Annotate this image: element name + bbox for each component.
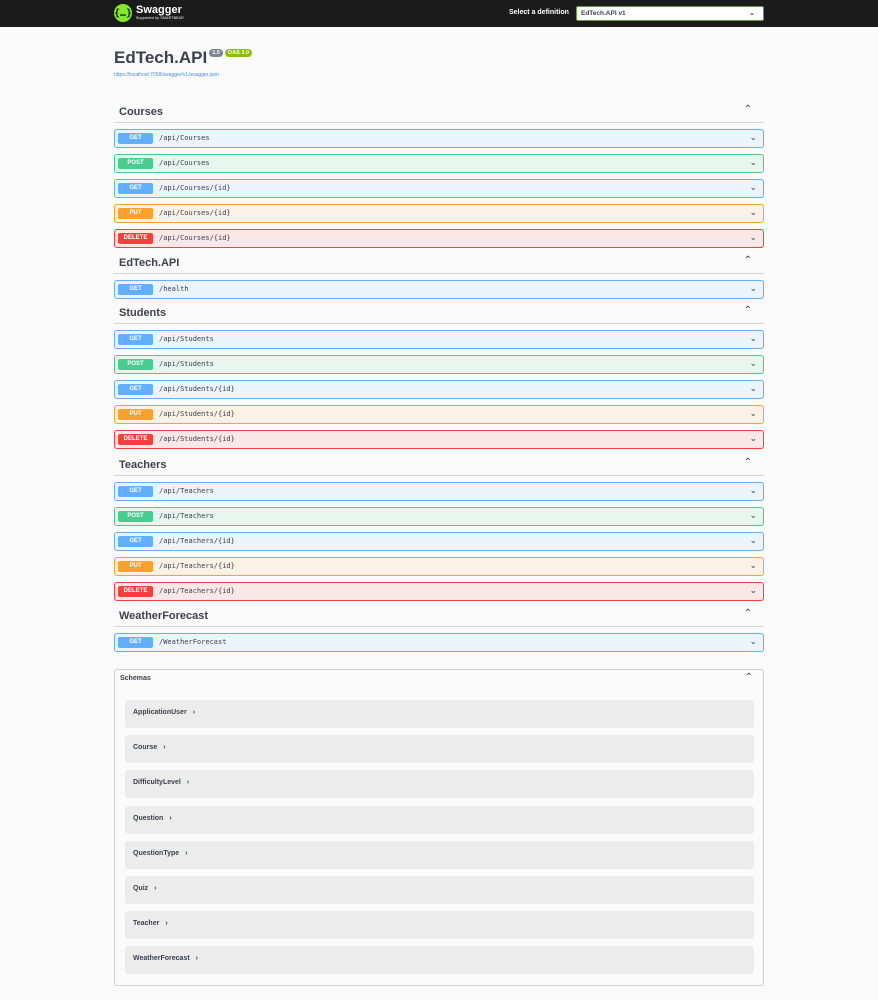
tag-header[interactable] [114, 454, 764, 476]
chevron-down-icon: ⌄ [749, 560, 757, 570]
select-definition-label: Select a definition [509, 9, 569, 16]
tag-title: Students [119, 307, 167, 319]
chevron-down-icon: ⌄ [749, 283, 757, 293]
operation-delete[interactable] [114, 582, 764, 601]
chevron-down-icon: ⌄ [749, 383, 757, 393]
operation-delete[interactable] [114, 229, 764, 248]
method-badge: GET [118, 536, 153, 547]
chevron-right-icon: › [163, 744, 166, 752]
chevron-down-icon: ⌄ [749, 636, 757, 646]
swagger-logo-icon: {…} [114, 4, 132, 22]
chevron-up-icon: ⌃ [743, 608, 752, 619]
operation-get[interactable] [114, 179, 764, 198]
topbar [0, 0, 878, 27]
schema-model-name: DifficultyLevel › [133, 779, 190, 787]
chevron-down-icon: ⌄ [749, 433, 757, 443]
schema-model[interactable] [125, 911, 754, 939]
chevron-down-icon: ⌄ [749, 585, 757, 595]
chevron-right-icon: › [165, 920, 168, 928]
chevron-right-icon: › [154, 885, 157, 892]
operation-path: /api/Teachers [159, 512, 214, 520]
spec-link[interactable]: https://localhost:7058/swagger/v1/swagger.json [114, 72, 219, 78]
method-badge: GET [118, 384, 153, 395]
operation-path: /api/Students/{id} [159, 385, 235, 393]
operation-path: /api/Courses [159, 159, 210, 167]
operation-path: /WeatherForecast [159, 638, 227, 646]
method-badge: POST [118, 359, 153, 370]
chevron-down-icon: ⌄ [749, 132, 757, 142]
schema-model-name: WeatherForecast › [133, 955, 199, 963]
chevron-up-icon: ⌃ [743, 305, 752, 316]
operation-path: /api/Students/{id} [159, 435, 235, 443]
method-badge: PUT [118, 561, 153, 572]
chevron-right-icon: › [195, 955, 199, 963]
method-badge: GET [118, 637, 153, 648]
brand-title: Swagger [136, 4, 182, 17]
operation-path: /api/Students [159, 360, 214, 368]
chevron-down-icon: ⌄ [749, 333, 757, 343]
operation-get[interactable] [114, 330, 764, 349]
chevron-down-icon: ⌄ [749, 485, 757, 495]
operation-post[interactable] [114, 507, 764, 526]
api-info [114, 48, 252, 78]
operation-put[interactable] [114, 204, 764, 223]
method-badge: GET [118, 284, 153, 295]
schema-model-name: Question › [133, 814, 172, 822]
schema-model-name: Course › [133, 744, 166, 752]
method-badge: DELETE [118, 586, 153, 597]
operation-post[interactable] [114, 154, 764, 173]
method-badge: PUT [118, 208, 153, 219]
tag-section-teachers [114, 454, 764, 601]
method-badge: PUT [118, 409, 153, 420]
chevron-down-icon: ⌄ [749, 157, 757, 167]
chevron-down-icon: ⌄ [749, 232, 757, 242]
schema-model[interactable] [125, 946, 754, 974]
chevron-right-icon: › [192, 709, 196, 716]
operation-path: /api/Students [159, 335, 214, 343]
operation-path: /api/Courses/{id} [159, 184, 231, 192]
chevron-up-icon: ⌃ [743, 457, 752, 468]
operation-put[interactable] [114, 557, 764, 576]
version-badge: 1.0 [209, 49, 223, 57]
schema-model[interactable] [125, 806, 754, 834]
swagger-logo[interactable] [114, 4, 184, 22]
method-badge: POST [118, 158, 153, 169]
method-badge: POST [118, 511, 153, 522]
tag-title: Teachers [119, 459, 167, 471]
chevron-up-icon: ⌃ [743, 104, 752, 115]
method-badge: GET [118, 334, 153, 345]
operation-path: /api/Students/{id} [159, 410, 235, 418]
operation-path: /api/Teachers/{id} [159, 587, 235, 595]
method-badge: GET [118, 486, 153, 497]
operation-path: /api/Courses/{id} [159, 209, 231, 217]
tag-section-students [114, 302, 764, 449]
tag-title: WeatherForecast [119, 610, 209, 622]
tag-section-courses [114, 101, 764, 248]
oas-badge: OAS 3.0 [225, 49, 252, 57]
tag-title: EdTech.API [119, 257, 180, 269]
operation-get[interactable] [114, 129, 764, 148]
operation-get[interactable] [114, 532, 764, 551]
schema-model[interactable] [125, 700, 754, 728]
tag-section-edtech-api [114, 252, 764, 299]
chevron-down-icon: ⌄ [749, 510, 757, 520]
tag-header[interactable] [114, 252, 764, 274]
schema-model-name: Quiz › [133, 885, 157, 892]
method-badge: GET [118, 183, 153, 194]
schema-model[interactable] [125, 735, 754, 763]
chevron-down-icon: ⌄ [749, 358, 757, 368]
schema-model[interactable] [125, 841, 754, 869]
schema-model-name: Teacher › [133, 920, 168, 928]
operation-post[interactable] [114, 355, 764, 374]
operation-get[interactable] [114, 633, 764, 652]
chevron-up-icon: ⌃ [744, 672, 753, 683]
schemas-section [114, 669, 764, 986]
definition-select-value: EdTech.API v1 [581, 10, 626, 17]
schema-model[interactable] [125, 876, 754, 904]
chevron-down-icon: ⌄ [749, 10, 755, 17]
schemas-title: Schemas [120, 675, 151, 682]
method-badge: DELETE [118, 233, 153, 244]
operation-path: /health [159, 285, 189, 293]
chevron-up-icon: ⌃ [743, 255, 752, 266]
schema-model-name: QuestionType › [133, 849, 188, 857]
tag-header[interactable] [114, 605, 764, 627]
tag-header[interactable] [114, 101, 764, 123]
operation-path: /api/Courses [159, 134, 210, 142]
operation-delete[interactable] [114, 430, 764, 449]
operation-path: /api/Teachers/{id} [159, 537, 235, 545]
operation-path: /api/Courses/{id} [159, 234, 231, 242]
chevron-down-icon: ⌄ [749, 408, 757, 418]
schema-model-name: ApplicationUser › [133, 709, 196, 716]
tag-title: Courses [119, 106, 164, 118]
method-badge: DELETE [118, 434, 153, 445]
operation-get[interactable] [114, 482, 764, 501]
operation-path: /api/Teachers/{id} [159, 562, 235, 570]
chevron-right-icon: › [185, 849, 188, 857]
definition-select[interactable] [576, 6, 764, 21]
schema-model[interactable] [125, 770, 754, 798]
tag-section-weatherforecast [114, 605, 764, 652]
brand-subtitle: Supported by SMARTBEAR [136, 16, 184, 21]
chevron-right-icon: › [186, 779, 190, 787]
chevron-right-icon: › [169, 814, 172, 822]
operation-path: /api/Teachers [159, 487, 214, 495]
schemas-header[interactable] [115, 670, 763, 688]
chevron-down-icon: ⌄ [749, 182, 757, 192]
api-title: EdTech.API [114, 48, 208, 67]
chevron-down-icon: ⌄ [749, 207, 757, 217]
chevron-down-icon: ⌄ [749, 535, 757, 545]
method-badge: GET [118, 133, 153, 144]
operation-get[interactable] [114, 380, 764, 399]
operation-get[interactable] [114, 280, 764, 299]
operation-put[interactable] [114, 405, 764, 424]
tag-header[interactable] [114, 302, 764, 324]
